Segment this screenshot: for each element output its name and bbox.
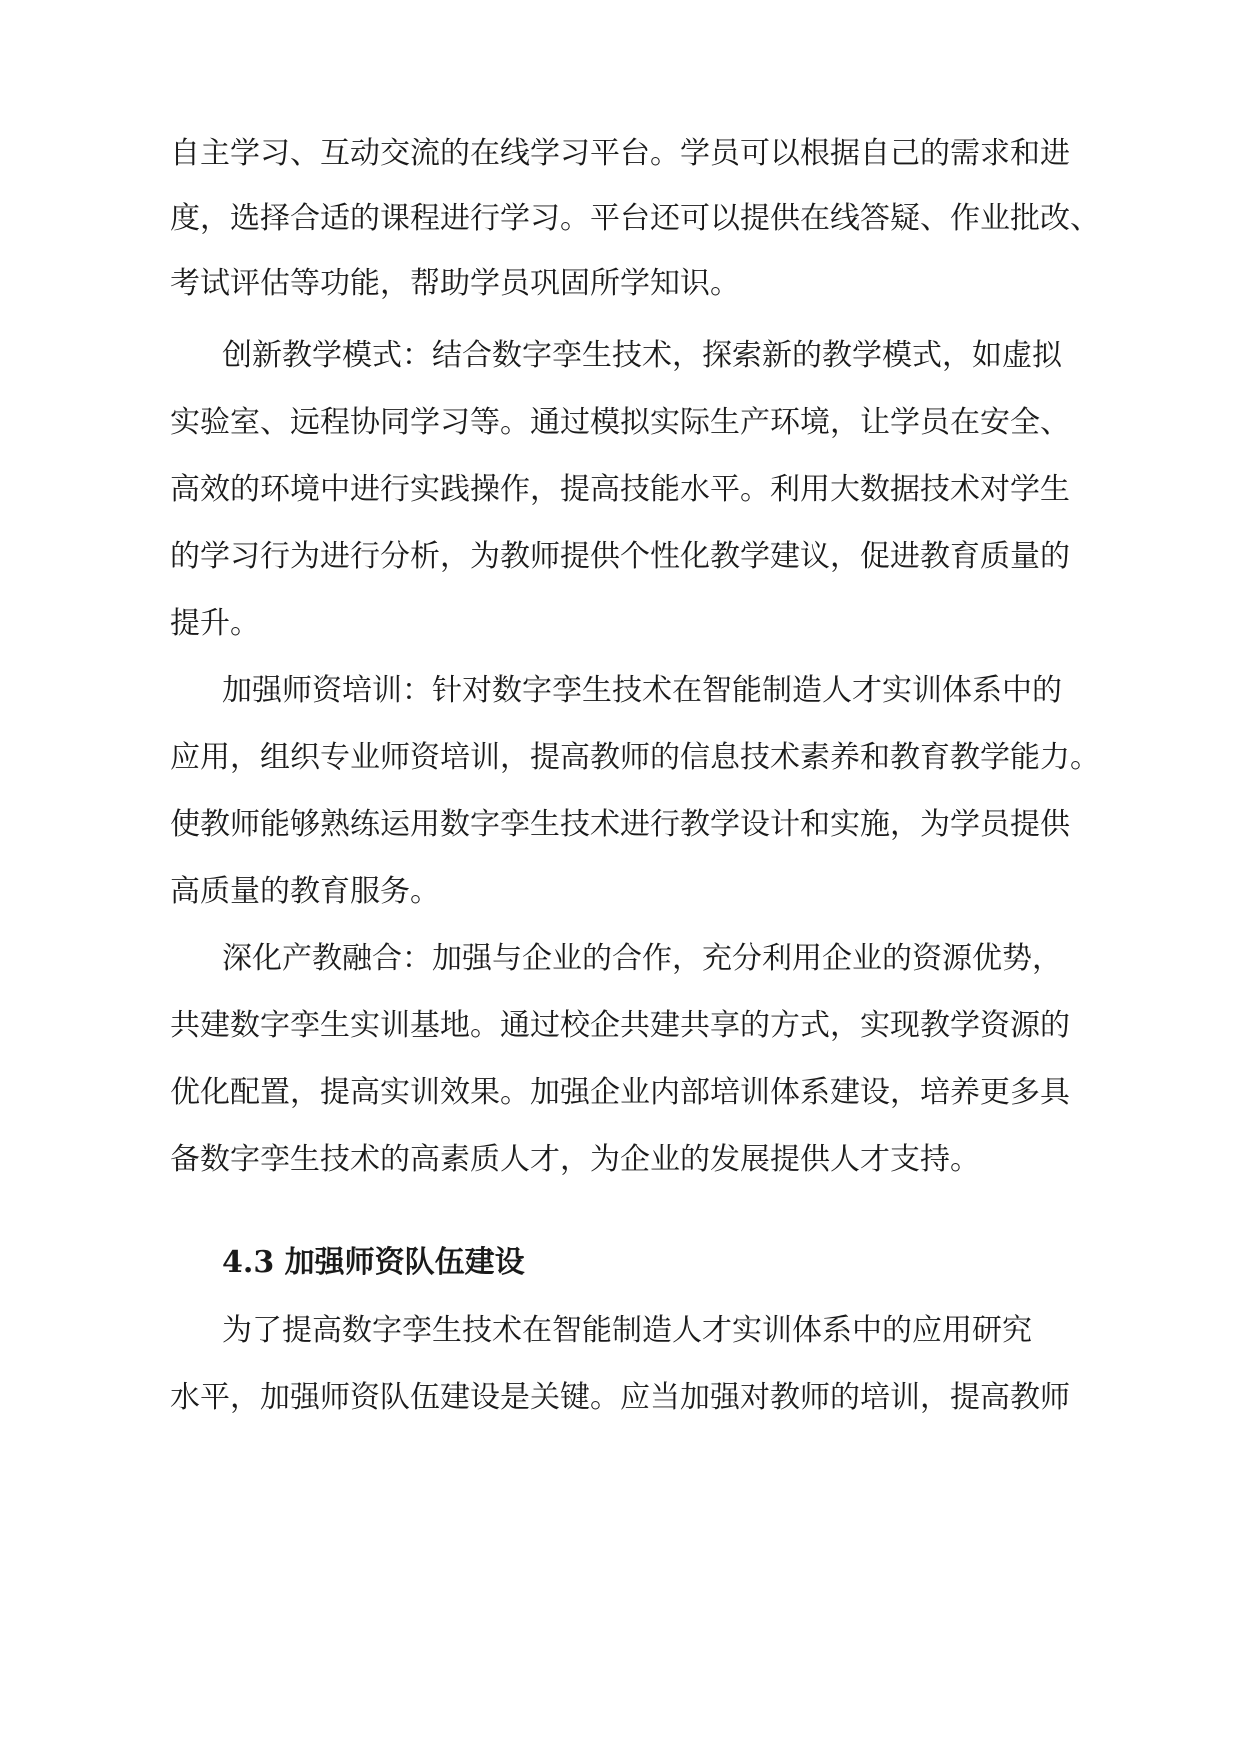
section-heading: 4.3 加强师资队伍建设 — [222, 1245, 525, 1280]
paragraph-line: 深化产教融合：加强与企业的合作，充分利用企业的资源优势， — [222, 941, 1062, 976]
paragraph-line: 实验室、远程协同学习等。通过模拟实际生产环境，让学员在安全、 — [170, 405, 1070, 440]
paragraph-line: 的学习行为进行分析，为教师提供个性化教学建议，促进教育质量的 — [170, 539, 1070, 574]
paragraph-line: 备数字孪生技术的高素质人才，为企业的发展提供人才支持。 — [170, 1142, 980, 1177]
paragraph-line: 创新教学模式：结合数字孪生技术，探索新的教学模式，如虚拟 — [222, 338, 1062, 373]
paragraph-line: 水平，加强师资队伍建设是关键。应当加强对教师的培训，提高教师 — [170, 1380, 1070, 1415]
paragraph-line: 为了提高数字孪生技术在智能制造人才实训体系中的应用研究 — [222, 1313, 1032, 1348]
paragraph-line: 使教师能够熟练运用数字孪生技术进行教学设计和实施，为学员提供 — [170, 807, 1070, 842]
paragraph-line: 高效的环境中进行实践操作，提高技能水平。利用大数据技术对学生 — [170, 472, 1070, 507]
paragraph-line: 提升。 — [170, 606, 260, 641]
paragraph-line: 自主学习、互动交流的在线学习平台。学员可以根据自己的需求和进 — [170, 136, 1070, 171]
paragraph-line: 应用，组织专业师资培训，提高教师的信息技术素养和教育教学能力。 — [170, 740, 1100, 775]
paragraph-line: 考试评估等功能，帮助学员巩固所学知识。 — [170, 266, 740, 301]
paragraph-line: 优化配置，提高实训效果。加强企业内部培训体系建设，培养更多具 — [170, 1075, 1070, 1110]
paragraph-line: 加强师资培训：针对数字孪生技术在智能制造人才实训体系中的 — [222, 673, 1062, 708]
paragraph-line: 高质量的教育服务。 — [170, 874, 440, 909]
paragraph-line: 共建数字孪生实训基地。通过校企共建共享的方式，实现教学资源的 — [170, 1008, 1070, 1043]
paragraph-line: 度，选择合适的课程进行学习。平台还可以提供在线答疑、作业批改、 — [170, 201, 1100, 236]
